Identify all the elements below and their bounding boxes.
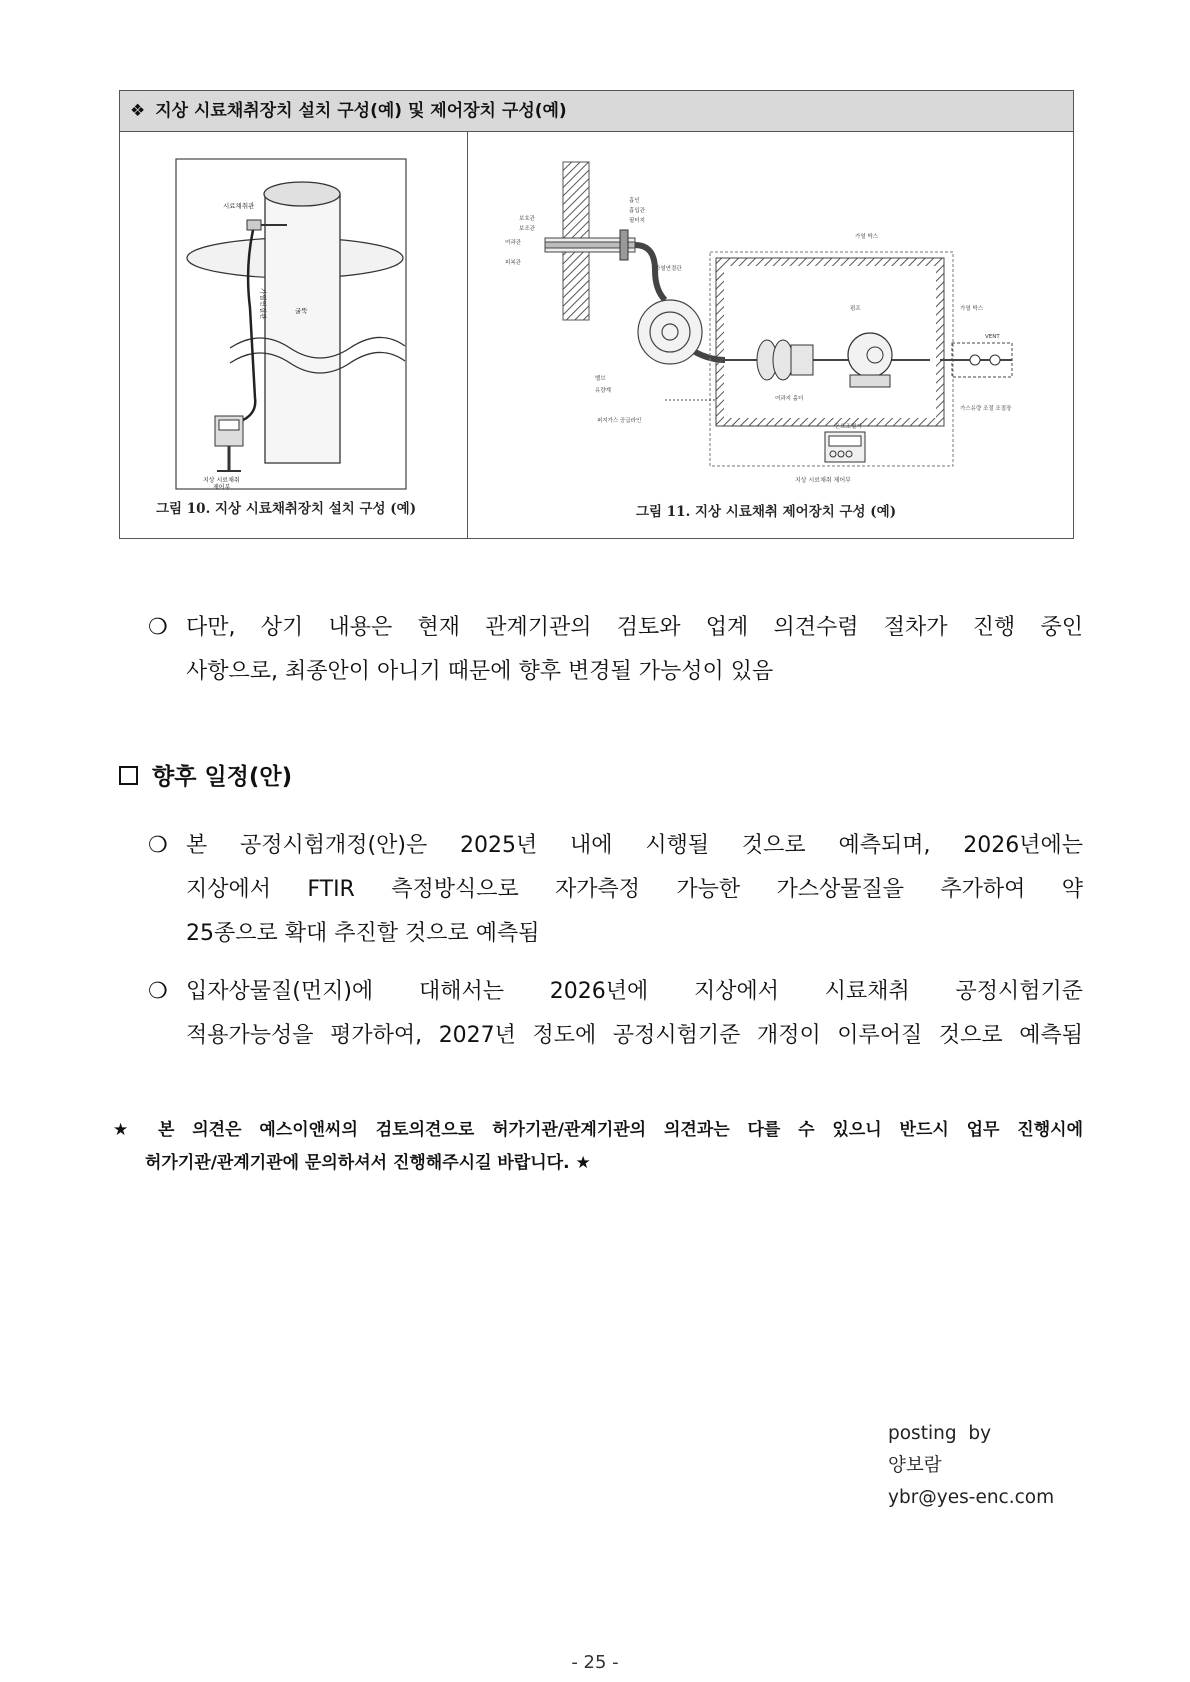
fig11-label-17: 온도조절기 — [835, 424, 862, 430]
figure-header-text: 지상 시료채취장치 설치 구성(예) 및 제어장치 구성(예) — [155, 101, 567, 121]
figure11-caption: 그림 11. 지상 시료채취 제어장치 구성 (예) — [636, 504, 897, 520]
fig11-label-18: 지상 시료채취 제어부 — [795, 477, 851, 484]
fig11-label-2: 보호관 — [519, 216, 535, 222]
checkbox-bullet-icon — [119, 766, 138, 785]
paragraph-draft-notice — [148, 606, 1083, 694]
posting-email: ybr@yes-enc.com — [888, 1487, 1055, 1508]
posting-author: 양보람 — [888, 1455, 942, 1476]
label-control-unit-1: 지상 시료채취 — [203, 477, 240, 484]
figure-column-divider — [467, 132, 468, 538]
figure10-caption: 그림 10. 지상 시료채취장치 설치 구성 (예) — [156, 501, 417, 517]
paragraph-schedule-dust — [148, 970, 1083, 1058]
circle-bullet-icon: ❍ — [148, 833, 168, 858]
fig11-label-14: 여과지 홀더 — [775, 396, 804, 402]
para1-line2: 사항으로, 최종안이 아니기 때문에 향후 변경될 가능성이 있음 — [186, 659, 774, 684]
fig11-label-16: 가스유량 조절 조절장 — [960, 406, 1012, 412]
circle-bullet-icon: ❍ — [148, 979, 168, 1004]
diamond-bullet-icon: ❖ — [130, 101, 146, 121]
fig11-label-5: 여과관 — [505, 240, 521, 246]
para3-line2: 적용가능성을 평가하여, 2027년 정도에 공정시험기준 개정이 이루어질 것으로 예측됨 — [186, 1023, 1083, 1048]
para1-line1: 다만, 상기 내용은 현재 관계기관의 검토와 업계 의견수렴 절차가 진행 중인 — [186, 615, 1083, 640]
label-sampling-tube: 시료채취관 — [223, 202, 255, 210]
stack-installation-diagram — [175, 158, 407, 490]
control-unit-diagram — [505, 160, 1075, 486]
label-stack: 굴뚝 — [295, 307, 308, 315]
fig11-label-13: 유량계 — [595, 388, 611, 394]
circle-bullet-icon: ❍ — [148, 615, 168, 640]
fig11-label-10: 가열 박스 — [960, 306, 984, 312]
fig11-label-11: VENT — [985, 334, 1000, 340]
figure-box — [119, 90, 1074, 539]
section-title — [119, 758, 292, 791]
fig11-label-12: 밸브 — [595, 376, 606, 382]
fig11-label-6: 피복관 — [505, 260, 521, 266]
para2-line3: 25종으로 확대 추진할 것으로 예측됨 — [186, 921, 540, 946]
para2-line2: 지상에서 FTIR 측정방식으로 자가측정 가능한 가스상물질을 추가하여 약 — [186, 877, 1083, 902]
fig11-label-4: 필터지 — [629, 218, 645, 224]
page-number: - 25 - — [571, 1652, 619, 1673]
fig11-label-15: 퍼지가스 공급라인 — [597, 418, 642, 424]
label-control-unit-2: 제어부 — [213, 484, 231, 490]
notice-line1: ★ 본 의견은 예스이앤씨의 검토의견으로 허가기관/관계기관의 의견과는 다를 수 있으니 반드시 업무 진행시에 — [113, 1120, 1083, 1140]
figure-header — [120, 91, 1073, 132]
fig11-label-8: 가열 박스 — [855, 234, 879, 240]
para2-line1: 본 공정시험개정(안)은 2025년 내에 시행될 것으로 예측되며, 2026년에는 — [186, 833, 1083, 858]
fig11-label-3: 흡입관 — [629, 208, 645, 214]
posting-info — [888, 1418, 1054, 1514]
fig11-label-7: 가열연결관 — [655, 266, 682, 272]
paragraph-schedule-gas — [148, 824, 1083, 956]
label-heated-line: 가열연결관 — [259, 288, 267, 320]
figure-body — [120, 132, 1073, 538]
fig11-label-9: 펌프 — [850, 306, 861, 312]
notice-line2: 허가기관/관계기관에 문의하셔서 진행해주시길 바랍니다. ★ — [145, 1153, 591, 1173]
posting-label: posting by — [888, 1423, 992, 1444]
fig11-label-19: 보조관 — [519, 226, 535, 232]
para3-line1: 입자상물질(먼지)에 대해서는 2026년에 지상에서 시료채취 공정시험기준 — [186, 979, 1083, 1004]
disclaimer-notice — [113, 1114, 1083, 1180]
section-title-text: 향후 일정(안) — [152, 764, 293, 790]
fig11-label-1: 흡인 — [629, 198, 640, 204]
